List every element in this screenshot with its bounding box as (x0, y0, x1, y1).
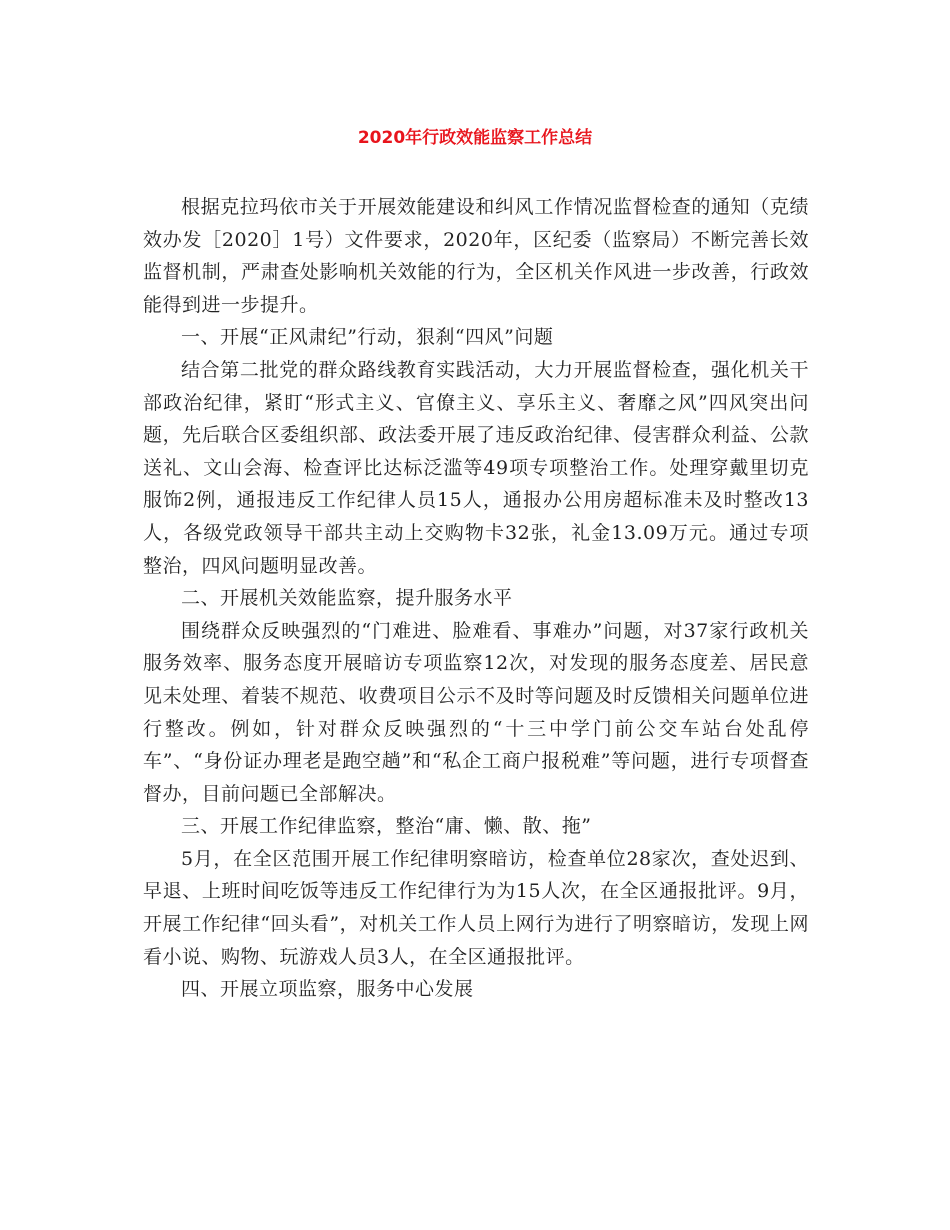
document-body (143, 191, 809, 1006)
section-heading-4: 四、开展立项监察，服务中心发展 (181, 978, 474, 1001)
section-heading-2: 二、开展机关效能监察，提升服务水平 (181, 587, 513, 610)
section-heading-3: 三、开展工作纪律监察，整治“庸、懒、散、拖” (181, 815, 592, 838)
section-paragraph-2: 围绕群众反映强烈的“门难进、脸难看、事难办”问题，对37家行政机关服务效率、服务态度开展暗访专项监察12次，对发现的服务态度差、居民意见未处理、着装不规范、收费项目公示不及时等问题及时反馈相关问题单位进行整改。例如，针对群众反映强烈的“十三中学门前公交车站台处乱停车”、“身份证办理老是跑空趟”和“私企工商户报税难”等问题，进行专项督查督办，目前问题已全部解决。 (143, 619, 809, 805)
section-heading-1: 一、开展“正风肃纪”行动，狠刹“四风”问题 (181, 326, 554, 349)
section-paragraph-3: 5月，在全区范围开展工作纪律明察暗访，检查单位28家次，查处迟到、早退、上班时间吃饭等违反工作纪律行为为15人次，在全区通报批评。9月，开展工作纪律“回头看”，对机关工作人员上网行为进行了明察暗访，发现上网看小说、购物、玩游戏人员3人，在全区通报批评。 (143, 847, 809, 968)
document-title: 2020年行政效能监察工作总结 (357, 128, 593, 148)
section-paragraph-1: 结合第二批党的群众路线教育实践活动，大力开展监督检查，强化机关干部政治纪律，紧盯“形式主义、官僚主义、享乐主义、奢靡之风”四风突出问题，先后联合区委组织部、政法委开展了违反政治纪律、侵害群众利益、公款送礼、文山会海、检查评比达标泛滥等49项专项整治工作。处理穿戴里切克服饰2例，通报违反工作纪律人员15人，通报办公用房超标准未及时整改13人，各级党政领导干部共主动上交购物卡32张，礼金13.09万元。通过专项整治，四风问题明显改善。 (143, 358, 809, 577)
intro-paragraph: 根据克拉玛依市关于开展效能建设和纠风工作情况监督检查的通知（克绩效办发［2020］1号）文件要求，2020年，区纪委（监察局）不断完善长效监督机制，严肃查处影响机关效能的行为，全区机关作风进一步改善，行政效能得到进一步提升。 (143, 196, 809, 316)
